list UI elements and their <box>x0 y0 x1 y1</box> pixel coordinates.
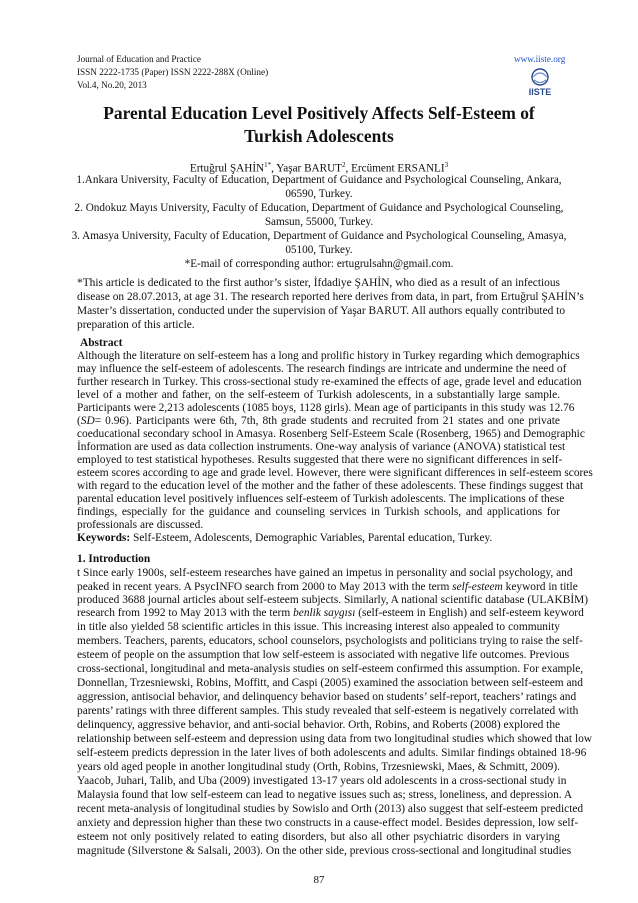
logo-text: IISTE <box>528 87 552 97</box>
corresponding-email: *E-mail of corresponding author: ertugrulsahn@gmail.com. <box>184 258 454 270</box>
dedication-line: disease on 28.07.2013, at age 31. The research reported here derives from data, in part, from Ertuğrul ŞAHİN’s <box>77 291 584 303</box>
dedication-line: Master’s dissertation, conducted under the supervision of Yaşar BARUT. All authors equally contributed to <box>77 305 566 317</box>
sd-open: ( <box>77 415 81 427</box>
intro-line: Yaacob, Juhari, Talib, and Uba (2009) investigated 13-17 years old adolescents in a cross-sectional study in <box>77 775 567 787</box>
author-1: Ertuğrul ŞAHİN <box>189 162 265 175</box>
dedication-line: preparation of this article. <box>77 319 195 331</box>
author-1-sup: 1* <box>264 161 272 169</box>
intro-line: in title also yielded 58 scientific articles in this issue. This increasing interest also appealed to community <box>77 621 560 633</box>
intro-line: esteem of people on the assumption that low self-esteem is associated with negative life outcomes. Previous <box>77 649 570 661</box>
abstract-line: may influence the self-esteem of adolescents. The research findings are intricate and undermine the need of <box>77 363 567 375</box>
intro-line: members. Teachers, parents, educators, school counselors, psychologists and politicians trying to raise the self- <box>77 635 583 647</box>
intro-l4-end: (self-esteem in English) and self-esteem keyword <box>355 607 584 619</box>
intro-line: self-esteem predicts depression in the later lives of both adolescents and adults. Similar findings obtained 18-96 <box>77 747 587 759</box>
intro-line: magnitude (Silverstone & Salsali, 2003). On the other side, previous cross-sectional and longitudinal studies <box>77 845 572 857</box>
abstract-heading: Abstract <box>80 337 123 349</box>
journal-name: Journal of Education and Practice <box>77 54 201 64</box>
abstract-line: İnformation are used as data collection instruments. One-way analysis of variance (ANOVA) statistical test <box>77 441 566 453</box>
sd-rest: = 0.96). Participants were 6th, 7th, 8th grade students and recruited from 21 states and one private <box>94 415 560 427</box>
abstract-line: coeducational secondary school in Amasya. Rosenberg Self-Esteem Scale (Rosenberg, 1965) and Demographic <box>77 428 585 440</box>
intro-line: recent meta-analysis of longitudinal studies by Sowislo and Orth (2013) also suggest that self-esteem predicted <box>77 803 584 815</box>
author-2-sup: 2 <box>342 161 346 169</box>
intro-line: Malaysia found that low self-esteem can lead to negative issues such as; stress, loneliness, and depression. A <box>77 789 573 801</box>
dedication-line: *This article is dedicated to the first author’s sister, İfdadiye ŞAHİN, who died as a result of an infectious <box>77 277 560 289</box>
abstract-line-sd <box>77 415 560 428</box>
intro-line-em <box>77 607 584 620</box>
intro-l2: peaked in recent years. A PsycINFO search from 2000 to May 2013 with the term <box>77 581 453 593</box>
abstract-line: with regard to the education level of the mother and the father of these adolescents. These findings suggest that <box>77 480 584 492</box>
affiliation-3b: 05100, Turkey. <box>285 244 353 256</box>
intro-line: anxiety and depression higher than these two constructs in a cause-effect model. Besides depression, low self- <box>77 817 579 829</box>
sd-label: SD <box>80 415 95 427</box>
keywords-line <box>77 532 492 545</box>
iiste-logo-icon <box>520 66 560 98</box>
affiliation-2a: 2. Ondokuz Mayıs University, Faculty of Education, Department of Guidance and Psychological Counseling, <box>74 202 564 214</box>
intro-l2-end: keyword in title <box>502 581 578 593</box>
author-2: , Yaşar BARUT <box>271 162 342 175</box>
affiliation-1b: 06590, Turkey. <box>285 188 353 200</box>
intro-line: cross-sectional, longitudinal and meta-analysis studies on self-esteem confirmed this assumption. For example, <box>77 663 584 675</box>
abstract-line: further research in Turkey. This cross-sectional study re-examined the effects of age, grade level and education <box>77 376 582 388</box>
journal-issn: ISSN 2222-1735 (Paper) ISSN 2222-288X (Online) <box>77 67 269 77</box>
abstract-line: findings, especially for the guidance and counseling services in Turkish schools, and applications for <box>77 506 560 518</box>
intro-heading: 1. Introduction <box>77 553 151 565</box>
journal-url-link[interactable]: www.iiste.org <box>514 54 566 64</box>
abstract-line: Although the literature on self-esteem has a long and prolific history in Turkey regarding which demographics <box>77 350 580 362</box>
abstract-line: esteem scores according to age and grade level. However, there were significant differences in self-esteem scores <box>77 467 593 479</box>
intro-line: t Since early 1900s, self-esteem researches have gained an impetus in personality and social psychology, and <box>77 567 573 579</box>
abstract-line: Participants were 2,213 adolescents (1085 boys, 1128 girls). Mean age of participants in this study was 12.76 <box>77 402 575 414</box>
abstract-line: employed to test statistical hypotheses. Results suggested that there were no significant differences in self- <box>77 454 563 466</box>
paper-title-line1: Parental Education Level Positively Affects Self-Esteem of <box>103 103 535 123</box>
journal-volume: Vol.4, No.20, 2013 <box>77 80 147 90</box>
author-3-sup: 3 <box>444 161 449 169</box>
intro-line: Donnellan, Trzesniewski, Robins, Moffitt, and Caspi (2005) examined the association between self-esteem and <box>77 677 583 689</box>
intro-line: delinquency, aggressive behavior, and anti-social behavior. Orth, Robins, and Roberts (2008) explored the <box>77 719 561 731</box>
intro-line: years old aged people in another longitudinal study (Orth, Robins, Trzesniewski, Maes, & Schmitt, 2009). <box>77 761 560 773</box>
keywords-label: Keywords: <box>77 532 131 544</box>
intro-line: parents’ ratings with three different samples. This study revealed that self-esteem is negatively correlated with <box>77 705 579 717</box>
intro-line: esteem not only positively related to eating disorders, but also all other psychiatric disorders in varying <box>77 831 560 843</box>
intro-line: relationship between self-esteem and depression using data from two longitudinal studies which showed that low <box>77 733 592 745</box>
author-3: , Ercüment ERSANLI <box>345 162 445 175</box>
intro-l4-em: benlik saygısı <box>293 607 356 619</box>
affiliation-3a: 3. Amasya University, Faculty of Education, Department of Guidance and Psychological Counseling, Amasya, <box>71 230 567 242</box>
affiliation-2b: Samsun, 55000, Turkey. <box>264 216 374 228</box>
intro-line: aggression, antisocial behavior, and delinquency behavior based on students’ self-report, teachers’ ratings and <box>77 691 577 703</box>
abstract-line: professionals are discussed. <box>77 519 204 531</box>
intro-line: produced 3688 journal articles about self-esteem subjects. Similarly, A national scientific database (ULAKBİM) <box>77 594 589 606</box>
keywords-text: Self-Esteem, Adolescents, Demographic Variables, Parental education, Turkey. <box>130 532 493 544</box>
page-number: 87 <box>313 874 325 886</box>
intro-line-em <box>77 581 578 594</box>
paper-title-line2: Turkish Adolescents <box>244 126 394 146</box>
affiliation-1a: 1.Ankara University, Faculty of Education, Department of Guidance and Psychological Counseling, Ankara, <box>76 174 562 186</box>
intro-l2-em: self-esteem <box>452 581 503 593</box>
abstract-line: level of a mother and father, on the self-esteem of Turkish adolescents, in a substantially large sample. <box>77 389 560 401</box>
abstract-line: parental education level positively influences self-esteem of Turkish adolescents. The implications of these <box>77 493 565 505</box>
intro-l4: research from 1992 to May 2013 with the term <box>77 607 294 619</box>
